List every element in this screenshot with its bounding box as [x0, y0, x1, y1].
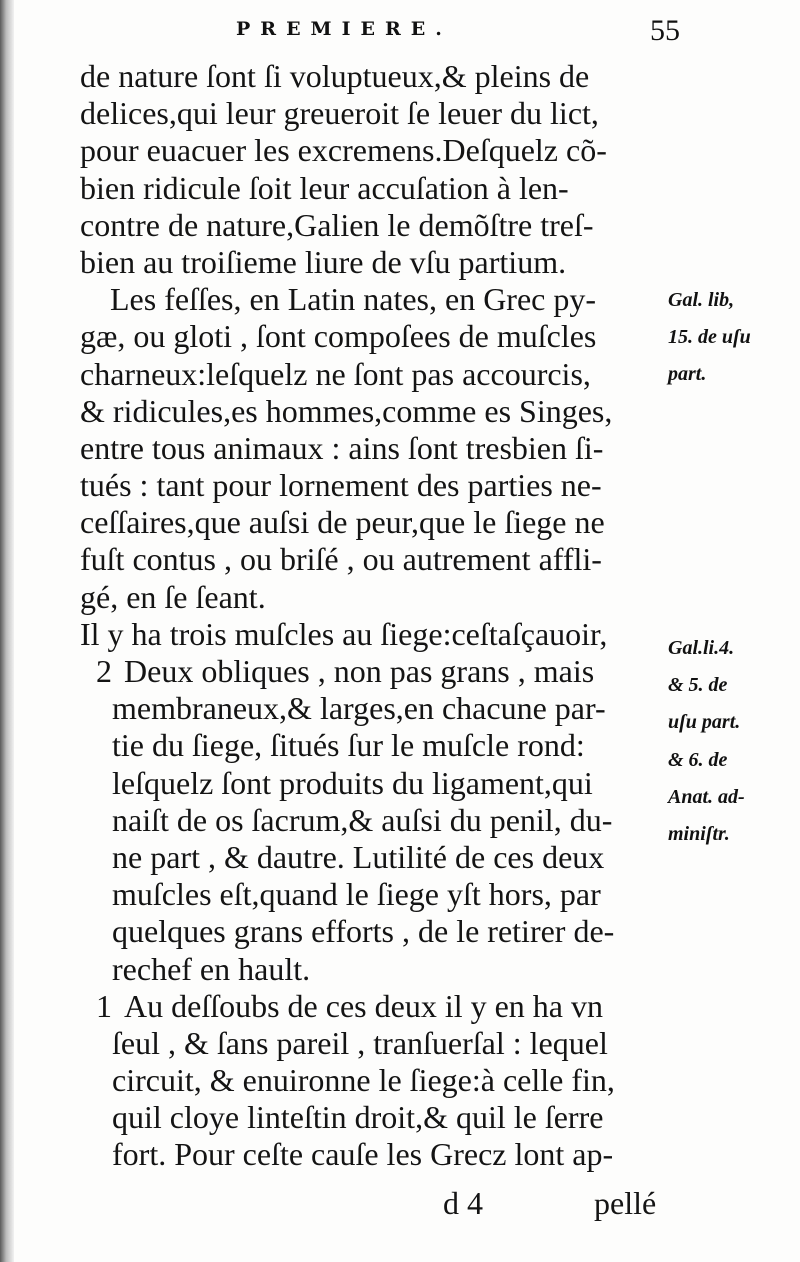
text-line: ceſſaires,que auſsi de peur,que le ſiege ne [80, 504, 605, 541]
catchword: pellé [594, 1185, 657, 1221]
margin-note-line: miniſtr. [668, 823, 730, 846]
list-item [80, 653, 670, 690]
list-item-number: 1 [96, 987, 112, 1024]
text-line: & ridicules,es hommes,comme es Singes, [80, 392, 613, 429]
margin-note-line: Anat. ad- [668, 785, 745, 808]
text-line: delices,qui leur greueroit ſe leuer du lict, [80, 95, 599, 132]
text-line: tie du ſiege, ſitués ſur le muſcle rond: [112, 727, 585, 764]
paragraph-first-line: Il y ha trois muſcles au ſiege:ceſtaſçauoir, [80, 615, 608, 652]
list-item-number: 2 [96, 653, 112, 689]
text-line: membraneux,& larges,en chacune par- [112, 690, 606, 727]
margin-note-line: & 5. de [668, 674, 728, 697]
margin-note-galen-2 [668, 630, 798, 853]
text-line: fort. Pour ceſte cauſe les Grecz lont ap- [112, 1136, 614, 1173]
margin-note-galen-1 [668, 282, 798, 394]
page-number: 55 [650, 14, 680, 47]
text-line: bien ridicule ſoit leur accuſation à len- [80, 169, 569, 206]
margin-note-line: uſu part. [668, 711, 741, 734]
text-line: ne part , & dautre. Lutilité de ces deux [112, 838, 605, 875]
text-line: charneux:leſquelz ne ſont pas accourcis, [80, 355, 591, 392]
text-line: quil cloye linteſtin droit,& quil le ſerre [112, 1099, 604, 1136]
text-line: contre de nature,Galien le demõſtre treſ- [80, 206, 594, 243]
text-line: tués : tant pour lornement des parties ne- [80, 467, 602, 504]
text-line: bien au troiſieme liure de vſu partium. [80, 243, 567, 280]
page-footer [0, 1185, 800, 1225]
text-line: entre tous animaux : ains ſont tresbien ſi- [80, 429, 604, 466]
margin-note-line: Gal.li.4. [668, 637, 735, 659]
text-line: ſeul , & ſans pareil , tranſuerſal : lequel [112, 1024, 608, 1061]
text-line: de nature ſont ſi voluptueux,& pleins de [80, 58, 590, 94]
list-item-text: Deux obliques , non pas grans , mais [124, 653, 595, 689]
text-line: muſcles eſt,quand le ſiege yſt hors, par [112, 876, 601, 913]
margin-note-line: Gal. lib, [668, 289, 735, 311]
margin-note-line: 15. de uſu [668, 326, 751, 349]
text-line: quelques grans efforts , de le retirer de- [112, 913, 615, 950]
paragraph-first-line: Les feſſes, en Latin nates, en Grec py- [110, 281, 597, 318]
text-line: pour euacuer les excremens.Deſquelz cõ- [80, 132, 607, 169]
text-line: circuit, & enuironne le ſiege:à celle fin, [112, 1062, 615, 1099]
main-text [80, 58, 670, 1174]
list-item-text: Au deſſoubs de ces deux il y en ha vn [124, 987, 603, 1024]
signature-mark: d 4 [443, 1185, 483, 1221]
margin-note-line: & 6. de [668, 748, 728, 771]
list-item [80, 988, 670, 1025]
margin-note-line: part. [668, 363, 707, 386]
text-line: gæ, ou gloti , ſont compoſees de muſcles [80, 318, 597, 355]
text-line: fuſt contus , ou briſé , ou autrement affli- [80, 541, 602, 578]
page-header [0, 14, 800, 54]
page-gutter-shadow [0, 0, 14, 1262]
running-head: PREMIERE. [236, 18, 452, 40]
text-line: gé, en ſe ſeant. [80, 578, 266, 615]
text-line: leſquelz ſont produits du ligament,qui [112, 764, 593, 801]
text-line: rechef en hault. [112, 950, 311, 987]
text-line: naiſt de os ſacrum,& auſsi du penil, du- [112, 801, 613, 838]
